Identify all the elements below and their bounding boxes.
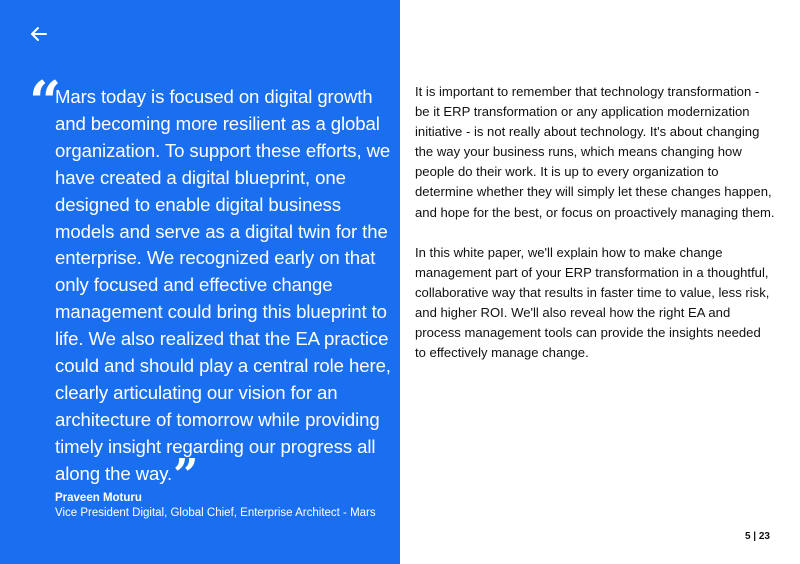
open-quote-mark: “	[29, 69, 62, 135]
quote-author-name: Praveen Moturu	[55, 492, 142, 504]
pull-quote-text: Mars today is focused on digital growth and becoming more resilient as a global organization. To support these efforts, we have created a digital blueprint, one designed to enable digital business models and serve as a digital twin for the enterprise. We recognized early on that only focused and effective change management could bring this blueprint to life. We also realized that the EA practice could and should play a central role here, clearly articulating our vision for an architecture of tomorrow while providing timely insight regarding our progress all along the way.	[55, 86, 391, 484]
body-paragraph-1: It is important to remember that technology transformation - be it ERP transformation or any application modernization initiative - is not really about technology. It's about changing the way your business runs, which means changing how people do their work. It is up to every organization to determine whether they will simply let these changes happen, and hope for the best, or focus on proactively managing them.	[415, 84, 775, 220]
page-number: 5 | 23	[744, 531, 770, 542]
body-text	[415, 82, 775, 363]
close-quote-mark: ”	[173, 449, 199, 501]
arrow-left-icon[interactable]	[30, 24, 48, 44]
body-paragraph-2: In this white paper, we'll explain how to make change management part of your ERP transformation in a thoughtful, collaborative way that results in faster time to value, less risk, and higher ROI. We'll also reveal how the right EA and process management tools can provide the insights needed to effectively manage change.	[415, 244, 770, 361]
quote-author-title: Vice President Digital, Global Chief, Enterprise Architect - Mars	[55, 507, 376, 519]
